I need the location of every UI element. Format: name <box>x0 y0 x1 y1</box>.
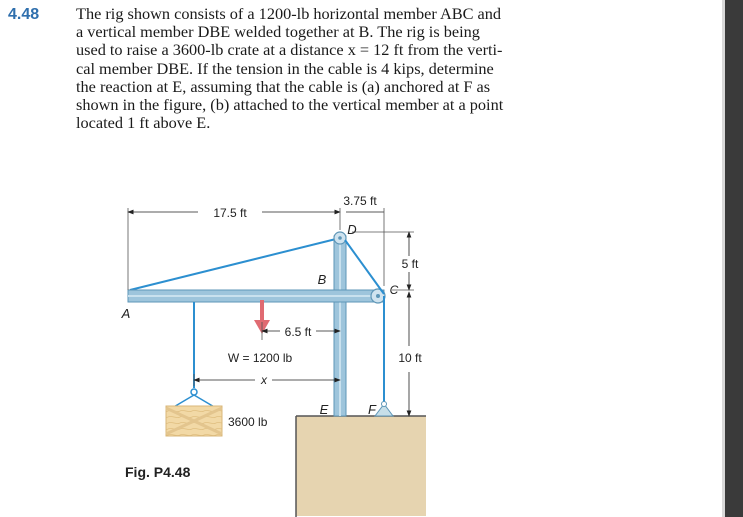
dim-label-x: x <box>261 373 267 387</box>
dim-label-6-5ft: 6.5 ft <box>284 325 312 339</box>
dim-right <box>352 232 422 416</box>
label-a: A <box>121 306 131 321</box>
dim-label-5ft: 5 ft <box>401 257 419 271</box>
dim-3-75ft <box>343 194 384 286</box>
dim-17-5ft <box>128 206 340 230</box>
crate <box>166 406 222 436</box>
problem-number: 4.48 <box>8 6 40 23</box>
problem-line: The rig shown consists of a 1200-lb horizontal member ABC and <box>76 4 502 23</box>
dim-6-5ft <box>262 322 340 340</box>
problem-line: a vertical member DBE welded together at B. The rig is being <box>76 22 480 42</box>
cable-dc <box>345 240 384 294</box>
problem-line: used to raise a 3600-lb crate at a distance x = 12 ft from the verti- <box>76 40 503 60</box>
vertical-member-dbe <box>334 236 346 416</box>
label-d: D <box>347 222 357 237</box>
label-b: B <box>317 272 327 287</box>
weight-label: W = 1200 lb <box>227 351 293 365</box>
dim-label-10ft: 10 ft <box>398 351 422 365</box>
problem-line: shown in the figure, (b) attached to the vertical member at a point <box>76 95 504 115</box>
problem-line: cal member DBE. If the tension in the cable is 4 kips, determine <box>76 58 494 78</box>
label-c: C <box>389 283 399 297</box>
crate-weight-label: 3600 lb <box>228 415 268 429</box>
ground <box>296 416 426 517</box>
pin-support-f <box>375 402 393 417</box>
cable-ad <box>130 238 340 290</box>
crate-hook <box>172 389 216 408</box>
problem-line: the reaction at E, assuming that the cable is (a) anchored at F as <box>76 76 491 96</box>
dim-label-3-75ft: 3.75 ft <box>343 194 377 208</box>
dim-x <box>194 373 340 387</box>
label-f: F <box>368 402 376 417</box>
problem-line: located 1 ft above E. <box>76 113 211 133</box>
dim-label-17-5ft: 17.5 ft <box>213 206 247 220</box>
label-e: E <box>319 402 329 417</box>
figure-caption: Fig. P4.48 <box>125 464 191 480</box>
horizontal-member-abc <box>128 290 384 302</box>
pulley-d <box>334 232 346 244</box>
